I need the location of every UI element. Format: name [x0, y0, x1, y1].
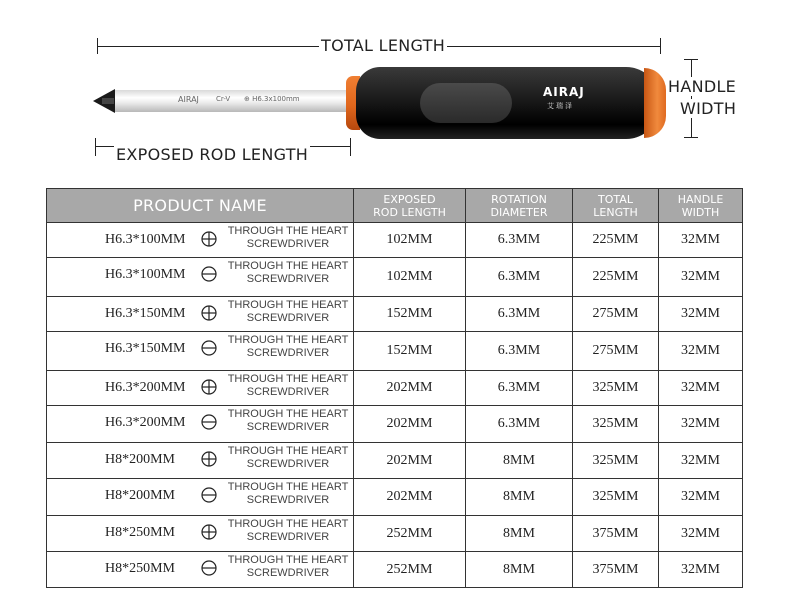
product-name-cell: [47, 552, 354, 588]
rotation-diameter-cell: 6.3MM: [466, 223, 573, 258]
exposed-rod-cell: 202MM: [354, 443, 466, 479]
slotted-tip-icon: [201, 266, 217, 282]
product-description: [218, 334, 358, 360]
exposed-rod-cell: 202MM: [354, 406, 466, 443]
table-row: [47, 406, 743, 443]
handle-width-cell: 32MM: [659, 479, 743, 516]
exposed-rod-cell: 152MM: [354, 332, 466, 371]
phillips-tip-icon: [201, 231, 217, 247]
handle-width-cell: 32MM: [659, 258, 743, 297]
rod-brand-text: AIRAJ: [178, 95, 199, 104]
product-description-line2: SCREWDRIVER: [246, 531, 330, 543]
spec-table: [46, 188, 743, 588]
product-description-line1: THROUGH THE HEART: [227, 334, 349, 346]
exposed-rod-cell: 152MM: [354, 297, 466, 332]
product-description-line2: SCREWDRIVER: [246, 458, 330, 470]
rod-size-text: ⊕ H6.3x100mm: [244, 95, 300, 103]
handle-width-line: [691, 59, 692, 137]
product-model: H6.3*100MM: [105, 232, 186, 247]
product-description-line1: THROUGH THE HEART: [227, 408, 349, 420]
exposed-rod-cell: 202MM: [354, 371, 466, 406]
total-length-cell: 325MM: [573, 371, 659, 406]
table-row: [47, 552, 743, 588]
screwdriver-tip-groove: [102, 98, 114, 104]
product-description-line2: SCREWDRIVER: [246, 494, 330, 506]
handle-width-cell: 32MM: [659, 223, 743, 258]
product-description: [218, 260, 358, 286]
table-row: [47, 516, 743, 552]
slotted-tip-icon: [201, 340, 217, 356]
handle-width-cell: 32MM: [659, 371, 743, 406]
product-model: H8*250MM: [105, 561, 176, 576]
slotted-tip-icon: [201, 414, 217, 430]
product-model: H8*200MM: [105, 488, 176, 503]
rotation-diameter-cell: 6.3MM: [466, 332, 573, 371]
product-name-cell: [47, 406, 354, 443]
product-description: [218, 408, 358, 434]
product-name-cell: [47, 443, 354, 479]
total-length-cell: 325MM: [573, 443, 659, 479]
product-model: H6.3*100MM: [105, 267, 186, 282]
phillips-tip-icon: [201, 451, 217, 467]
handle-width-label-line1: HANDLE: [668, 77, 737, 96]
table-row: [47, 371, 743, 406]
total-length-tick-right: [660, 38, 661, 54]
handle-width-cell: 32MM: [659, 516, 743, 552]
product-description-line1: THROUGH THE HEART: [227, 299, 349, 311]
product-description: [218, 481, 358, 507]
slotted-tip-icon: [201, 560, 217, 576]
product-name-cell: [47, 258, 354, 297]
table-row: [47, 297, 743, 332]
product-description-line2: SCREWDRIVER: [246, 312, 330, 324]
handle-width-tick-bottom: [684, 137, 698, 138]
product-model: H8*250MM: [105, 525, 176, 540]
slotted-tip-icon: [201, 487, 217, 503]
product-description-line1: THROUGH THE HEART: [227, 481, 349, 493]
rod-length-tick-right: [350, 138, 351, 156]
product-description-line1: THROUGH THE HEART: [227, 225, 349, 237]
rotation-diameter-cell: 8MM: [466, 443, 573, 479]
product-description-line2: SCREWDRIVER: [246, 273, 330, 285]
rod-length-label: EXPOSED ROD LENGTH: [116, 145, 309, 164]
product-description-line2: SCREWDRIVER: [246, 238, 330, 250]
exposed-rod-cell: 102MM: [354, 258, 466, 297]
product-name-cell: [47, 479, 354, 516]
total-length-cell: 275MM: [573, 297, 659, 332]
product-name-cell: [47, 223, 354, 258]
exposed-rod-cell: 202MM: [354, 479, 466, 516]
product-description-line2: SCREWDRIVER: [246, 421, 330, 433]
rotation-diameter-cell: 6.3MM: [466, 406, 573, 443]
product-model: H8*200MM: [105, 452, 176, 467]
spec-table-header: [47, 189, 743, 223]
exposed-rod-cell: 102MM: [354, 223, 466, 258]
rod-material-text: Cr-V: [216, 95, 231, 103]
handle-width-cell: 32MM: [659, 443, 743, 479]
handle-width-cell: 32MM: [659, 406, 743, 443]
header-product-name: PRODUCT NAME: [47, 189, 354, 223]
product-description-line1: THROUGH THE HEART: [227, 518, 349, 530]
product-description-line1: THROUGH THE HEART: [227, 260, 349, 272]
table-row: [47, 443, 743, 479]
product-name-cell: [47, 371, 354, 406]
total-length-cell: 375MM: [573, 552, 659, 588]
handle-width-label-line2: WIDTH: [680, 99, 737, 118]
handle-grip: [420, 83, 512, 123]
product-name-cell: [47, 516, 354, 552]
product-description-line2: SCREWDRIVER: [246, 386, 330, 398]
header-rotation-line1: ROTATION: [491, 192, 547, 206]
total-length-cell: 275MM: [573, 332, 659, 371]
total-length-cell: 325MM: [573, 479, 659, 516]
product-name-cell: [47, 332, 354, 371]
total-length-cell: 225MM: [573, 258, 659, 297]
table-row: [47, 479, 743, 516]
header-handle-line1: HANDLE: [677, 192, 724, 206]
header-handle-width: [659, 189, 743, 223]
handle-width-cell: 32MM: [659, 332, 743, 371]
rod-length-tick-left: [95, 138, 96, 156]
product-model: H6.3*200MM: [105, 380, 186, 395]
product-name-cell: [47, 297, 354, 332]
total-length-cell: 375MM: [573, 516, 659, 552]
total-length-cell: 325MM: [573, 406, 659, 443]
rotation-diameter-cell: 6.3MM: [466, 258, 573, 297]
rotation-diameter-cell: 8MM: [466, 479, 573, 516]
total-length-cell: 225MM: [573, 223, 659, 258]
total-length-label: TOTAL LENGTH: [321, 36, 446, 55]
table-row: [47, 258, 743, 297]
header-exposed-rod: [354, 189, 466, 223]
product-description-line2: SCREWDRIVER: [246, 567, 330, 579]
table-row: [47, 223, 743, 258]
product-description: [218, 445, 358, 471]
rotation-diameter-cell: 8MM: [466, 516, 573, 552]
product-description: [218, 518, 358, 544]
product-model: H6.3*200MM: [105, 415, 186, 430]
product-model: H6.3*150MM: [105, 306, 186, 321]
product-description: [218, 225, 358, 251]
product-description: [218, 373, 358, 399]
header-total-line2: LENGTH: [593, 205, 638, 219]
rotation-diameter-cell: 6.3MM: [466, 297, 573, 332]
exposed-rod-cell: 252MM: [354, 516, 466, 552]
product-description-line1: THROUGH THE HEART: [227, 445, 349, 457]
header-exposed-rod-line1: EXPOSED: [383, 192, 436, 206]
rotation-diameter-cell: 6.3MM: [466, 371, 573, 406]
header-rotation-line2: DIAMETER: [490, 205, 548, 219]
product-description: [218, 299, 358, 325]
phillips-tip-icon: [201, 524, 217, 540]
handle-width-cell: 32MM: [659, 297, 743, 332]
header-total-line1: TOTAL: [598, 192, 633, 206]
handle-width-cell: 32MM: [659, 552, 743, 588]
handle-brand-logo: AIRAJ: [543, 85, 585, 99]
rotation-diameter-cell: 8MM: [466, 552, 573, 588]
screwdriver-rod: [112, 90, 352, 112]
header-rotation: [466, 189, 573, 223]
header-total-length: [573, 189, 659, 223]
phillips-tip-icon: [201, 305, 217, 321]
header-handle-line2: WIDTH: [681, 205, 720, 219]
product-description: [218, 554, 358, 580]
phillips-tip-icon: [201, 379, 217, 395]
table-row: [47, 332, 743, 371]
exposed-rod-cell: 252MM: [354, 552, 466, 588]
handle-end-cap: [644, 68, 666, 138]
product-description-line2: SCREWDRIVER: [246, 347, 330, 359]
handle-brand-cn: 艾瑞泽: [547, 103, 574, 110]
product-model: H6.3*150MM: [105, 341, 186, 356]
header-exposed-rod-line2: ROD LENGTH: [373, 205, 446, 219]
product-description-line1: THROUGH THE HEART: [227, 373, 349, 385]
product-illustration: [0, 0, 790, 180]
product-description-line1: THROUGH THE HEART: [227, 554, 349, 566]
